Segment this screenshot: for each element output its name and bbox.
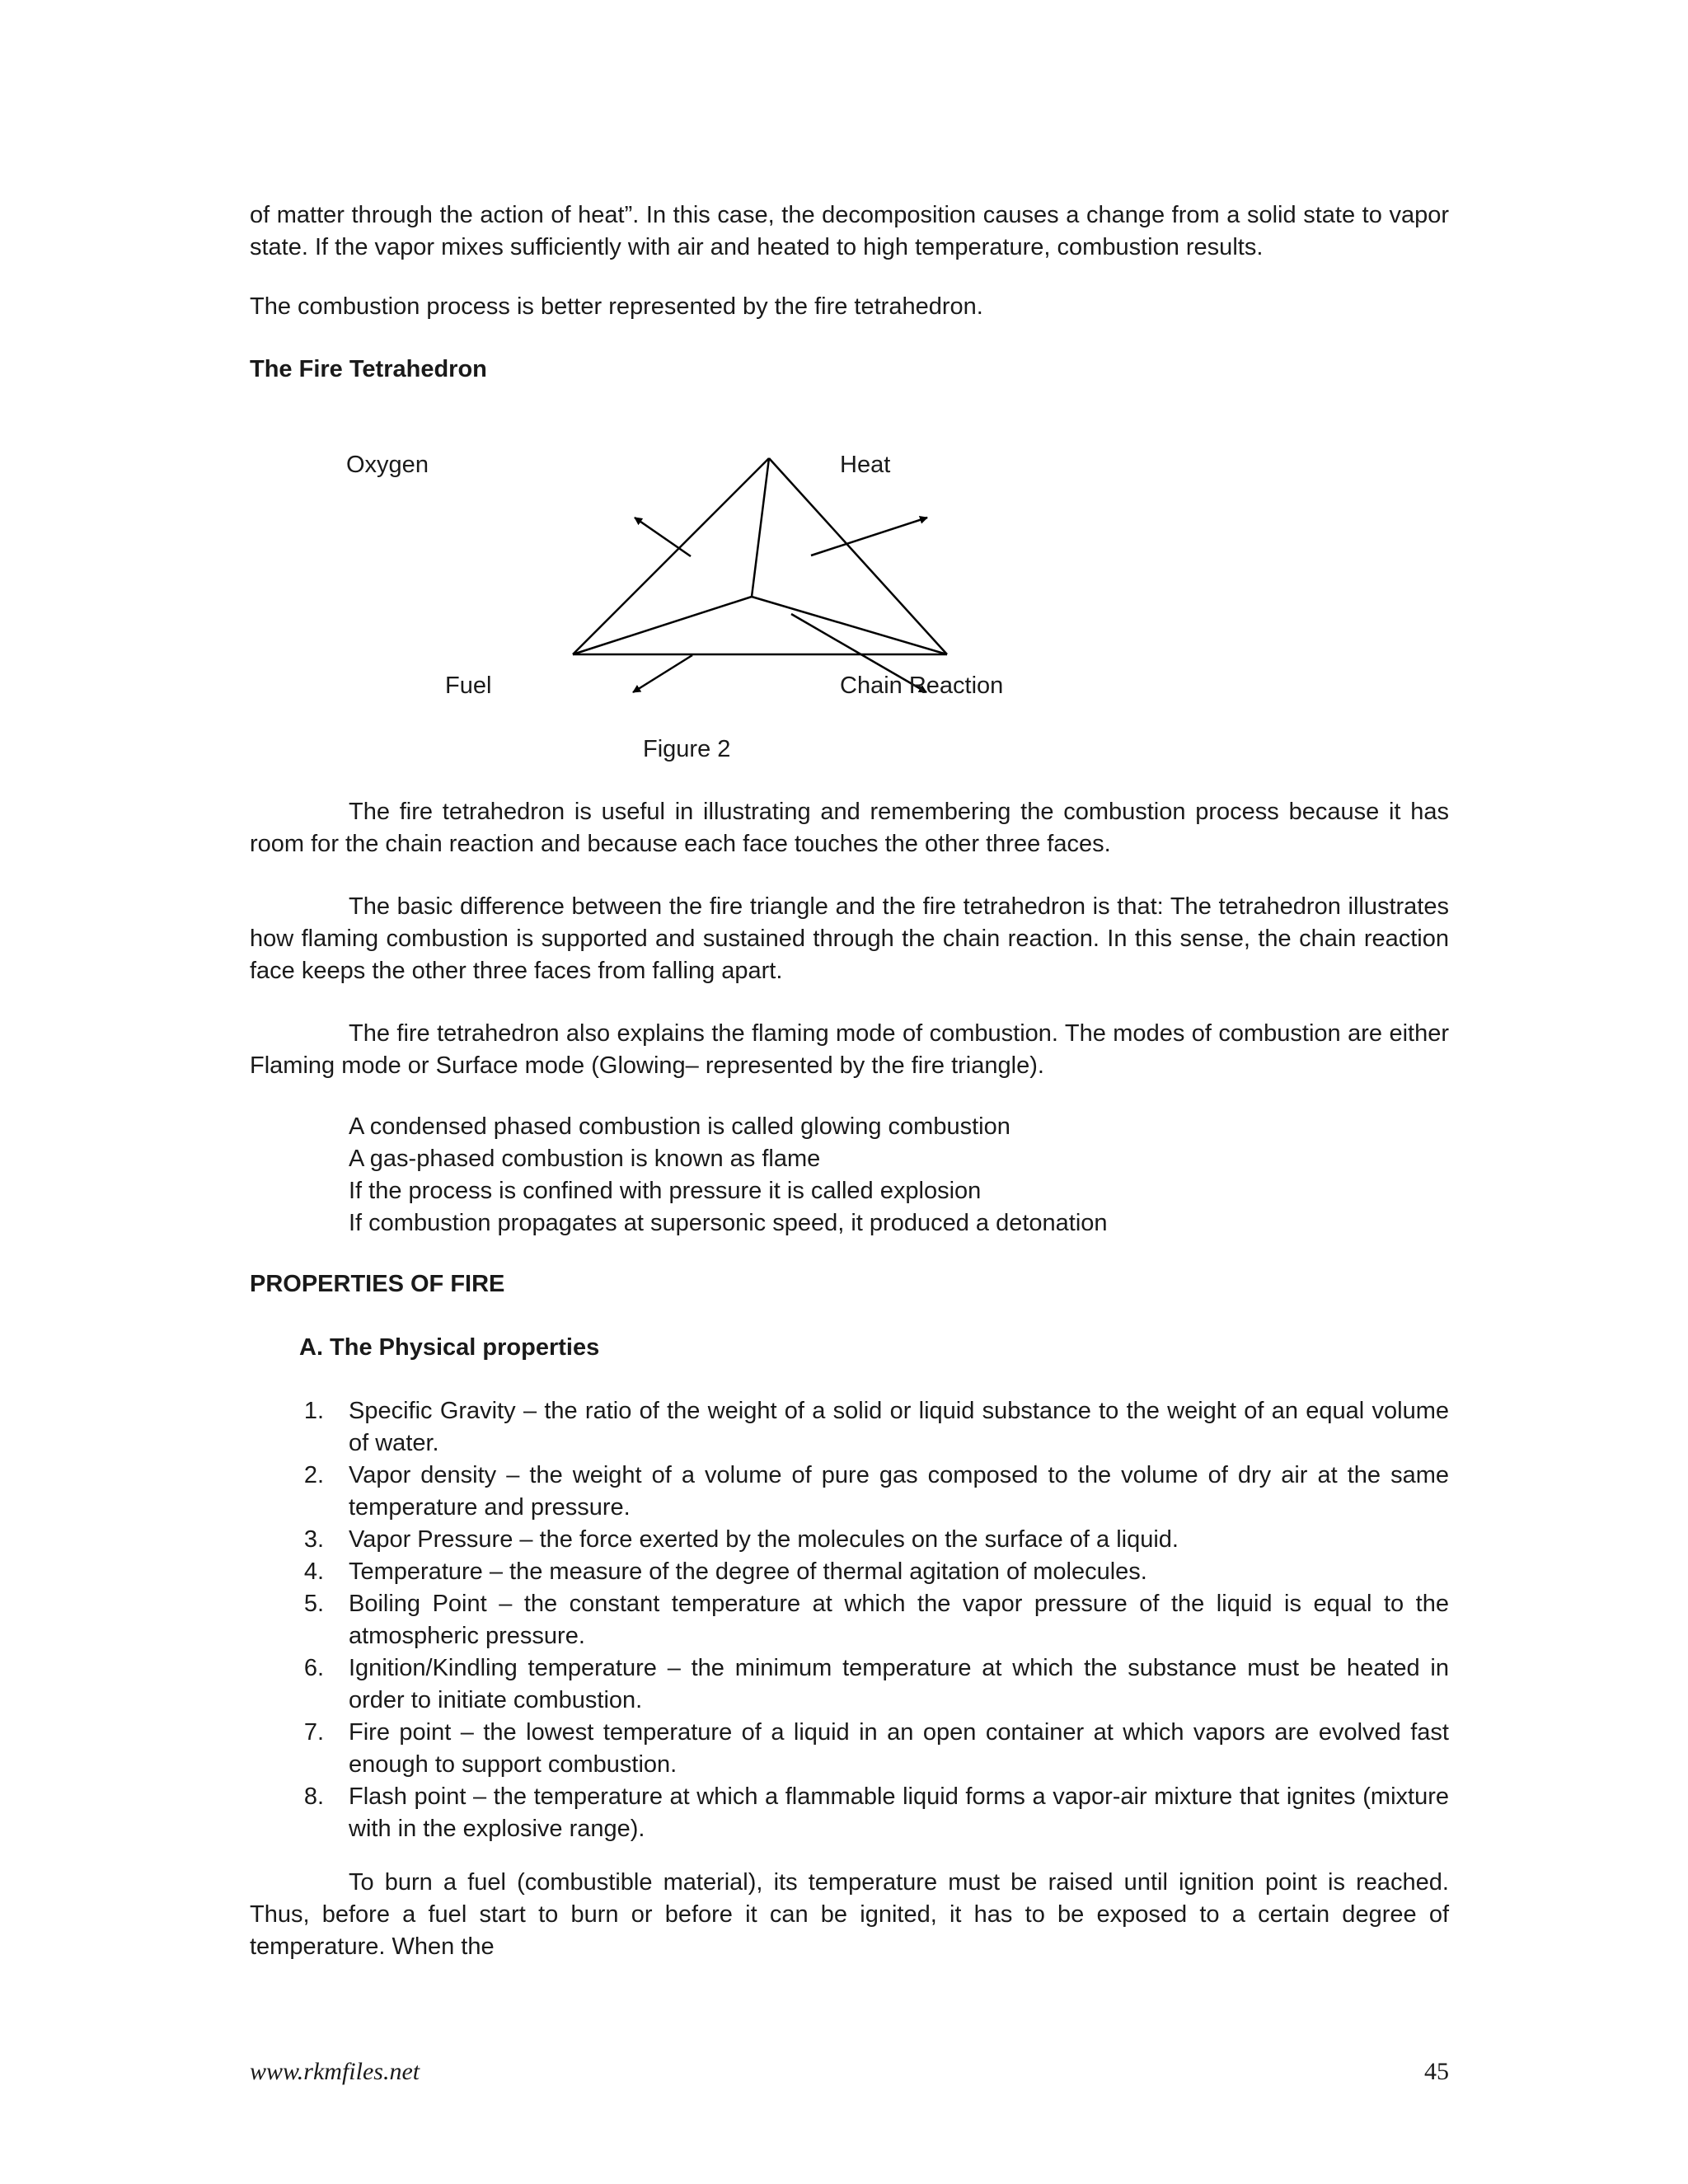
- list-item: A gas-phased combustion is known as flame: [349, 1146, 821, 1172]
- tetrahedron-edge-inner-top: [752, 458, 769, 597]
- list-item: [250, 1395, 1449, 1460]
- list-item: [250, 1588, 1449, 1652]
- tetrahedron-edge-right: [769, 458, 947, 654]
- list-item: [250, 1460, 1449, 1524]
- arrow-oxygen-icon: [635, 518, 691, 556]
- subsection-title-physical-properties: A. The Physical properties: [299, 1334, 600, 1361]
- paragraph-burn-fuel: [250, 1867, 1449, 1963]
- list-item: If the process is confined with pressure it is called explosion: [349, 1178, 982, 1204]
- list-text: Vapor Pressure – the force exerted by the molecules on the surface of a liquid.: [349, 1526, 1179, 1553]
- paragraph-text: To burn a fuel (combustible material), its temperature must be raised until ignition point is reached. Thus, before a fuel start to burn or before it can be ignited, it has to be exposed to a certain degree of temperature. When the: [250, 1869, 1449, 1960]
- paragraph-text: The fire tetrahedron is useful in illustrating and remembering the combustion process because it has room for the chain reaction and because each face touches the other three faces.: [250, 799, 1449, 857]
- label-heat: Heat: [840, 452, 891, 478]
- list-text: Flash point – the temperature at which a flammable liquid forms a vapor-air mixture that ignites (mixture with in the explosive range).: [349, 1783, 1449, 1842]
- page-number: 45: [1424, 2058, 1449, 2085]
- list-item: [250, 1524, 1449, 1556]
- footer-website: www.rkmfiles.net: [250, 2058, 420, 2085]
- list-text: Specific Gravity – the ratio of the weight of a solid or liquid substance to the weight of an equal volume of water.: [349, 1398, 1449, 1456]
- figure-caption: Figure 2: [643, 736, 731, 762]
- list-number: 5.: [303, 1591, 324, 1617]
- section-title-properties-of-fire: PROPERTIES OF FIRE: [250, 1271, 505, 1297]
- list-item: [250, 1652, 1449, 1717]
- label-chain-reaction: Chain Reaction: [840, 673, 1004, 699]
- list-text: Vapor density – the weight of a volume of pure gas composed to the volume of dry air at the same temperature and pressure.: [349, 1462, 1449, 1521]
- arrow-fuel-icon: [633, 655, 692, 692]
- list-item: [250, 1781, 1449, 1845]
- combustion-modes-list: [349, 1111, 1108, 1240]
- section-title-fire-tetrahedron: The Fire Tetrahedron: [250, 356, 487, 382]
- list-number: 7.: [303, 1719, 324, 1746]
- list-item: [250, 1556, 1449, 1588]
- list-text: Temperature – the measure of the degree of thermal agitation of molecules.: [349, 1558, 1147, 1585]
- paragraph-tetrahedron-useful: [250, 796, 1449, 860]
- list-number: 4.: [303, 1558, 324, 1585]
- list-number: 6.: [303, 1655, 324, 1681]
- list-item: A condensed phased combustion is called glowing combustion: [349, 1113, 1010, 1140]
- list-number: 2.: [303, 1462, 324, 1488]
- physical-properties-list: [250, 1395, 1449, 1845]
- paragraph-text: The fire tetrahedron also explains the flaming mode of combustion. The modes of combustion are either Flaming mode or Surface mode (Glowing– represented by the fire triangle).: [250, 1020, 1449, 1079]
- tetrahedron-edge-inner-left: [573, 597, 752, 654]
- tetrahedron-edge-left: [573, 458, 769, 654]
- tetrahedron-edge-inner-right: [752, 597, 947, 654]
- list-text: Fire point – the lowest temperature of a liquid in an open container at which vapors are evolved fast enough to support combustion.: [349, 1719, 1449, 1778]
- paragraph-basic-difference: [250, 891, 1449, 987]
- list-text: Ignition/Kindling temperature – the minimum temperature at which the substance must be heated in order to initiate combustion.: [349, 1655, 1449, 1713]
- paragraph-combustion-process: The combustion process is better represented by the fire tetrahedron.: [250, 293, 983, 320]
- list-number: 1.: [303, 1398, 324, 1424]
- list-number: 3.: [303, 1526, 324, 1553]
- paragraph-text: The basic difference between the fire triangle and the fire tetrahedron is that: The tetrahedron illustrates how flaming combustion is supported and sustained through the chain reaction. In this sense, the chain reaction face keeps the other three faces from falling apart.: [250, 893, 1449, 984]
- paragraph-decomposition: of matter through the action of heat”. In this case, the decomposition causes a change from a solid state to vapor state. If the vapor mixes sufficiently with air and heated to high temperature, combustion results.: [250, 202, 1449, 260]
- list-text: Boiling Point – the constant temperature at which the vapor pressure of the liquid is equal to the atmospheric pressure.: [349, 1591, 1449, 1649]
- list-item: [250, 1717, 1449, 1781]
- label-fuel: Fuel: [445, 673, 492, 699]
- list-item: If combustion propagates at supersonic speed, it produced a detonation: [349, 1210, 1108, 1236]
- label-oxygen: Oxygen: [346, 452, 429, 478]
- list-number: 8.: [303, 1783, 324, 1810]
- paragraph-flaming-mode: [250, 1018, 1449, 1082]
